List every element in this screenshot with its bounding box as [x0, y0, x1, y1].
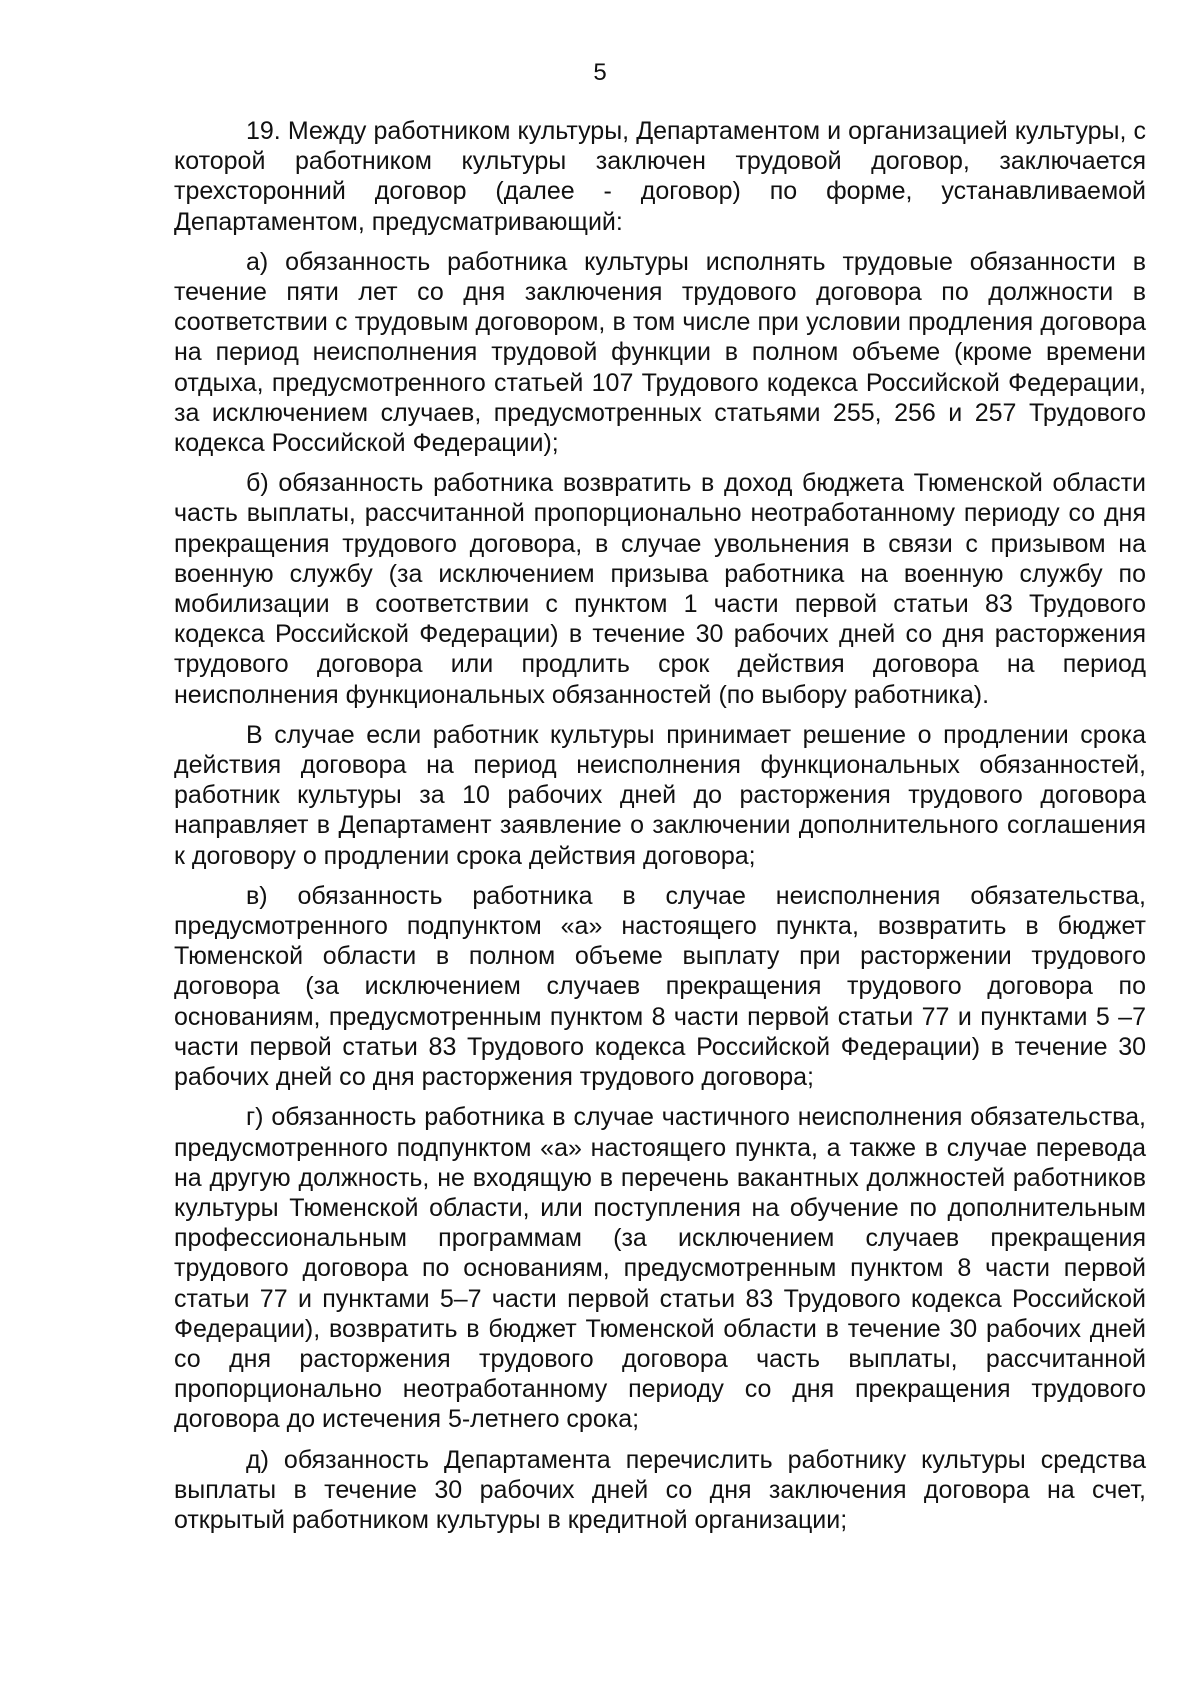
paragraph-19-intro: 19. Между работником культуры, Департаментом и организацией культуры, с которой работником культуры заключен трудовой договор, заключается трехсторонний договор (далее - договор) по форме, устанавливаемой Департаментом, предусматривающий: — [174, 117, 1146, 236]
paragraph-item-b: б) обязанность работника возвратить в доход бюджета Тюменской области часть выплаты, рассчитанной пропорционально неотработанному периоду со дня прекращения трудового договора, в случае увольнения в связи с призывом на военную службу (за исключением призыва работника на военную службу по мобилизации в соответствии с пунктом 1 части первой статьи 83 Трудового кодекса Российской Федерации) в течение 30 рабочих дней со дня расторжения трудового договора или продлить срок действия договора на период неисполнения функциональных обязанностей (по выбору работника). — [174, 469, 1146, 709]
page-number: 5 — [593, 59, 607, 86]
paragraph-extension-note: В случае если работник культуры принимает решение о продлении срока действия договора на период неисполнения функциональных обязанностей, работник культуры за 10 рабочих дней до расторжения трудового договора направляет в Департамент заявление о заключении дополнительного соглашения к договору о продлении срока действия договора; — [174, 720, 1146, 870]
paragraph-item-a: а) обязанность работника культуры исполнять трудовые обязанности в течение пяти лет со дня заключения трудового договора по должности в соответствии с трудовым договором, в том числе при условии продления договора на период неисполнения трудовой функции в полном объеме (кроме времени отдыха, предусмотренного статьей 107 Трудового кодекса Российской Федерации, за исключением случаев, предусмотренных статьями 255, 256 и 257 Трудового кодекса Российской Федерации); — [174, 247, 1146, 458]
paragraph-item-v: в) обязанность работника в случае неисполнения обязательства, предусмотренного подпунктом «а» настоящего пункта, возвратить в бюджет Тюменской области в полном объеме выплату при расторжении трудового договора (за исключением случаев прекращения трудового договора по основаниям, предусмотренным пунктом 8 части первой статьи 77 и пунктами 5 –7 части первой статьи 83 Трудового кодекса Российской Федерации) в течение 30 рабочих дней со дня расторжения трудового договора; — [174, 881, 1146, 1092]
paragraph-item-g: г) обязанность работника в случае частичного неисполнения обязательства, предусмотренного подпунктом «а» настоящего пункта, а также в случае перевода на другую должность, не входящую в перечень вакантных должностей работников культуры Тюменской области, или поступления на обучение по дополнительным профессиональным программам (за исключением случаев прекращения трудового договора по основаниям, предусмотренным пунктом 8 части первой статьи 77 и пунктами 5–7 части первой статьи 83 Трудового кодекса Российской Федерации), возвратить в бюджет Тюменской области в течение 30 рабочих дней со дня расторжения трудового договора часть выплаты, рассчитанной пропорционально неотработанному периоду со дня прекращения трудового договора до истечения 5-летнего срока; — [174, 1103, 1146, 1434]
paragraph-item-d: д) обязанность Департамента перечислить работнику культуры средства выплаты в течение 30 рабочих дней со дня заключения договора на счет, открытый работником культуры в кредитной организации; — [174, 1445, 1146, 1534]
document-body — [174, 116, 1146, 1545]
